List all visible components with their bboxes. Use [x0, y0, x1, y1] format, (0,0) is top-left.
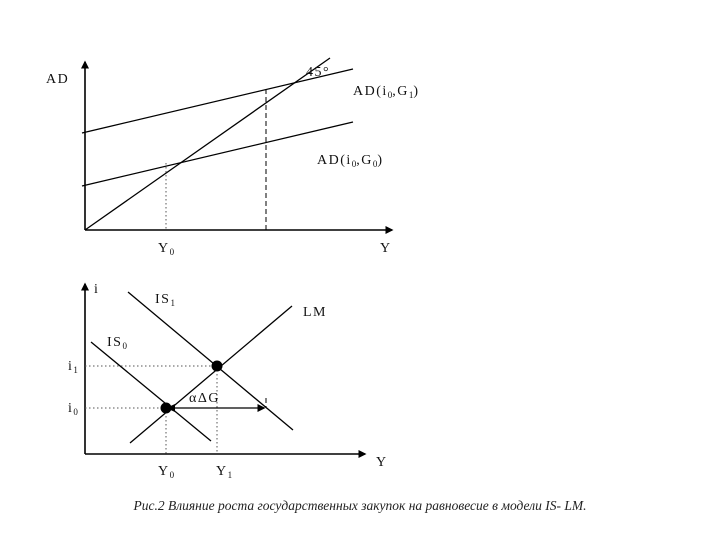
equilibrium-point-new — [212, 361, 223, 372]
top-graph — [46, 58, 420, 257]
bottom-graph — [68, 282, 388, 480]
ad-axis-label: AD — [46, 72, 70, 87]
figure-caption: Рис.2 Влияние роста государственных закупок на равновесие в модели IS- LM. — [133, 498, 587, 513]
lm-label: LM — [303, 305, 327, 320]
i-axis-label: i — [94, 282, 100, 297]
ad-g1-label: $AD(i_0,G_1)$ — [353, 84, 420, 100]
i1-tick-label: $i_1$ — [68, 359, 78, 375]
is0-label: $IS_0$ — [107, 335, 127, 351]
equilibrium-point-initial — [161, 403, 172, 414]
y0-tick-label-top: $Y_0$ — [158, 241, 175, 257]
shift-label: αΔG — [189, 391, 220, 406]
lm-curve — [130, 306, 292, 443]
y-axis-label-bottom: Y — [376, 455, 388, 470]
ad-g1-line — [82, 69, 353, 133]
is1-curve — [128, 292, 293, 430]
is1-label: $IS_1$ — [155, 292, 175, 308]
45-degree-label: 45° — [306, 65, 331, 80]
ad-g0-label: $AD(i_0,G_0)$ — [317, 153, 384, 169]
y-axis-label-top: Y — [380, 241, 392, 256]
ad-g0-line — [82, 122, 353, 186]
i0-tick-label: $i_0$ — [68, 401, 78, 417]
y0-tick-label-bottom: $Y_0$ — [158, 464, 175, 480]
45-degree-line — [85, 58, 330, 230]
y1-tick-label-bottom: $Y_1$ — [216, 464, 233, 480]
